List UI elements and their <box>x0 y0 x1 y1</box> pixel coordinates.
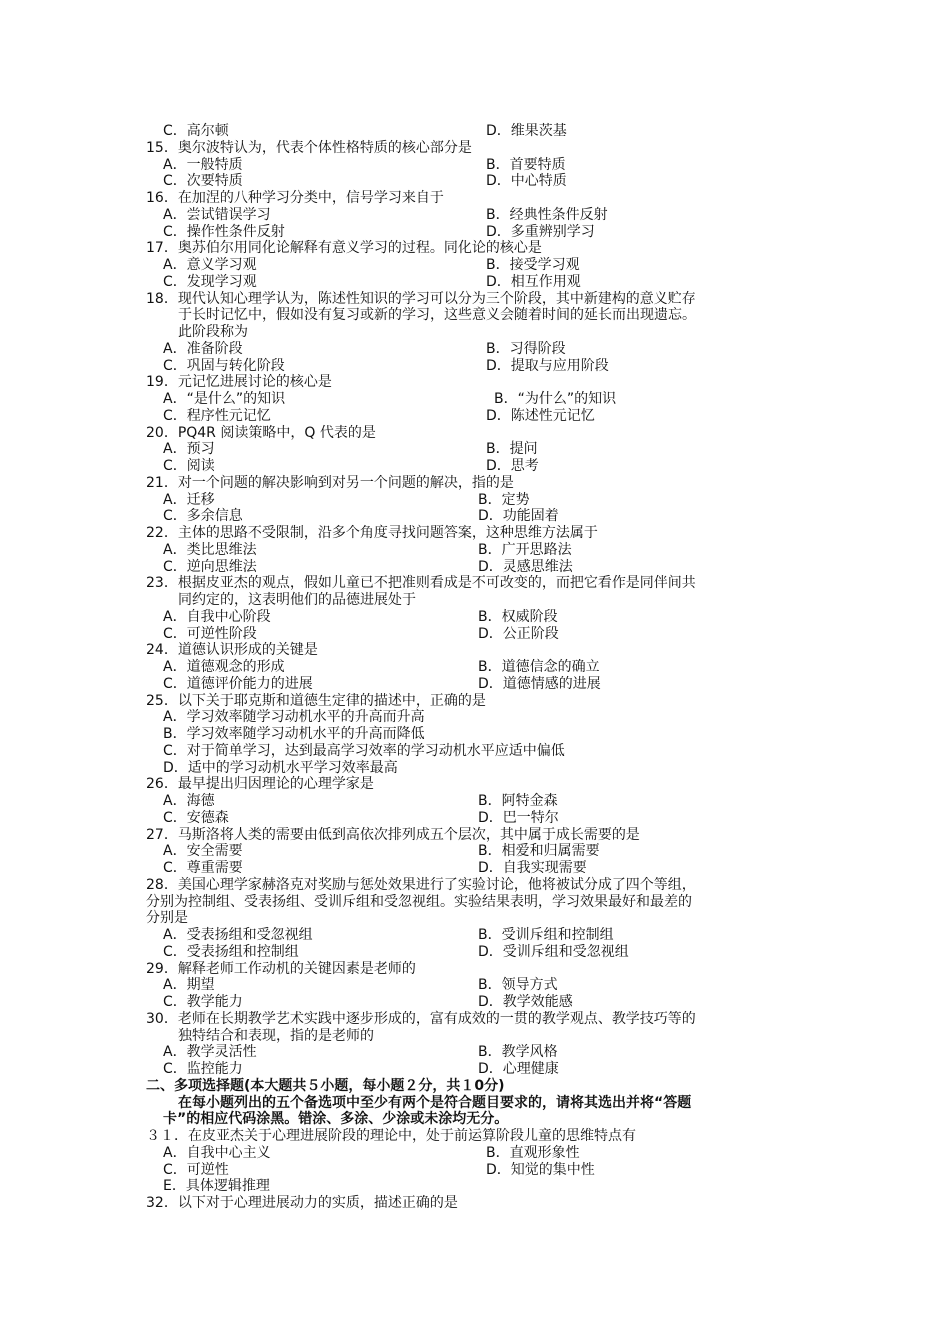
option-row <box>0 358 950 375</box>
option-right: B．“为什么”的知识 <box>494 391 617 407</box>
option-left: A．预习 <box>163 441 215 458</box>
option-row <box>0 944 950 961</box>
option-row <box>0 860 950 877</box>
option-row <box>0 341 950 358</box>
question-stem: 17．奥苏伯尔用同化论解释有意义学习的过程。同化论的核心是 <box>146 240 542 257</box>
question-continuation: 此阶段称为 <box>178 324 248 340</box>
section-instructions: 卡”的相应代码涂黑。错涂、多涂、少涂或未涂均无分。 <box>163 1111 509 1128</box>
question-stem: 23．根据皮亚杰的观点，假如儿童已不把准则看成是不可改变的，而把它看作是同伴间共 <box>146 575 696 592</box>
option-right: B．经典性条件反射 <box>486 206 608 223</box>
option-row <box>0 810 950 827</box>
option-left: C．发现学习观 <box>163 273 257 290</box>
question-stem: 16．在加涅的八种学习分类中，信号学习来自于 <box>146 190 444 206</box>
option-row <box>0 927 950 944</box>
question-continuation: 同约定的，这表明他们的品德进展处于 <box>178 592 416 608</box>
option-right: B．提问 <box>486 441 538 458</box>
option-right: D．巴一特尔 <box>478 809 559 826</box>
option-row <box>0 458 950 475</box>
option-row <box>0 224 950 241</box>
option-right: D．灵感思维法 <box>478 558 573 575</box>
option-row <box>0 559 950 576</box>
question-stem: 24．道德认识形成的关键是 <box>146 642 318 659</box>
option-right: D．思考 <box>486 458 539 474</box>
option-left: C．教学能力 <box>163 994 243 1010</box>
option-row <box>0 977 950 994</box>
option-left: C．安德森 <box>163 809 229 826</box>
option-left: C．操作性条件反射 <box>163 223 285 240</box>
exam-page <box>0 123 950 1212</box>
option-row <box>0 257 950 274</box>
option-left: A．准备阶段 <box>163 340 243 357</box>
option-row <box>0 123 950 140</box>
option-row <box>0 843 950 860</box>
question-stem: 26．最早提出归因理论的心理学家是 <box>146 776 374 793</box>
option-row <box>0 274 950 291</box>
option-left: C．程序性元记忆 <box>163 407 271 424</box>
question-stem: 15．奥尔波特认为，代表个体性格特质的核心部分是 <box>146 139 472 156</box>
option-line: C．对于简单学习，达到最高学习效率的学习动机水平应适中偏低 <box>163 742 565 759</box>
option-row <box>0 609 950 626</box>
option-right: D．维果茨基 <box>486 123 567 139</box>
option-right: D．教学效能感 <box>478 994 573 1010</box>
question-stem: 28．美国心理学家赫洛克对奖励与惩处效果进行了实验讨论，他将被试分成了四个等组， <box>146 876 696 893</box>
option-right: B．阿特金森 <box>478 793 558 809</box>
option-left: C．受表扬组和控制组 <box>163 943 299 960</box>
option-left: A．教学灵活性 <box>163 1044 257 1061</box>
section-instructions: 在每小题列出的五个备选项中至少有两个是符合题目要求的，请将其选出并将“答题 <box>178 1094 692 1111</box>
option-left: A．意义学习观 <box>163 257 257 273</box>
option-line: A．学习效率随学习动机水平的升高而升高 <box>163 709 425 726</box>
option-left: C．可逆性阶段 <box>163 625 257 642</box>
option-right: D．功能固着 <box>478 508 559 525</box>
option-left: C．巩固与转化阶段 <box>163 357 285 374</box>
option-right: B．道德信念的确立 <box>478 659 600 675</box>
option-left: A．期望 <box>163 977 215 994</box>
option-line: E．具体逻辑推理 <box>163 1178 270 1195</box>
option-right: D．受训斥组和受忽视组 <box>478 943 629 960</box>
option-row <box>0 542 950 559</box>
question-stem: 27．马斯洛将人类的需要由低到高依次排列成五个层次，其中属于成长需要的是 <box>146 826 640 843</box>
question-stem: 32．以下对于心理进展动力的实质，描述正确的是 <box>146 1195 458 1211</box>
option-left: C．高尔顿 <box>163 123 229 139</box>
option-row <box>0 1145 950 1162</box>
option-row <box>0 1061 950 1078</box>
option-left: C．逆向思维法 <box>163 558 257 575</box>
option-row <box>0 157 950 174</box>
option-left: A．迁移 <box>163 491 215 508</box>
question-stem: 25．以下关于耶克斯和道德生定律的描述中，正确的是 <box>146 692 486 709</box>
option-row <box>0 492 950 509</box>
option-left: C．监控能力 <box>163 1061 243 1077</box>
option-row <box>0 1044 950 1061</box>
option-row <box>0 1162 950 1179</box>
question-stem: 29．解释老师工作动机的关键因素是老师的 <box>146 960 416 977</box>
option-row <box>0 207 950 224</box>
option-line: D．适中的学习动机水平学习效率最高 <box>163 759 398 776</box>
option-right: D．多重辨别学习 <box>486 223 595 240</box>
section-heading: 二、多项选择题(本大题共５小题，每小题２分，共１0分) <box>146 1077 505 1094</box>
option-row <box>0 793 950 810</box>
option-right: D．道德情感的进展 <box>478 675 601 692</box>
option-right: B．教学风格 <box>478 1044 558 1061</box>
option-right: D．公正阶段 <box>478 625 559 642</box>
option-right: D．自我实现需要 <box>478 860 587 876</box>
option-row <box>0 676 950 693</box>
option-right: B．相爱和归属需要 <box>478 843 600 860</box>
question-stem: 21．对一个问题的解决影响到对另一个问题的解决，指的是 <box>146 474 514 491</box>
option-left: C．阅读 <box>163 458 215 474</box>
question-stem: 22．主体的思路不受限制，沿多个角度寻找问题答案，这种思维方法属于 <box>146 525 598 541</box>
option-left: A．自我中心主义 <box>163 1144 271 1161</box>
option-left: A．类比思维法 <box>163 541 257 558</box>
question-continuation: 独特结合和表现，指的是老师的 <box>178 1027 374 1044</box>
question-continuation: 于长时记忆中，假如没有复习或新的学习，这些意义会随着时间的延长而出现遗忘。 <box>178 307 696 324</box>
option-row <box>0 508 950 525</box>
option-left: A．“是什么”的知识 <box>163 391 286 407</box>
option-row <box>0 659 950 676</box>
option-left: C．尊重需要 <box>163 860 243 876</box>
option-right: B．首要特质 <box>486 156 566 173</box>
question-stem: 19．元记忆进展讨论的核心是 <box>146 374 332 391</box>
option-left: A．海德 <box>163 793 215 809</box>
option-left: A．道德观念的形成 <box>163 659 285 675</box>
option-row <box>0 408 950 425</box>
option-right: B．习得阶段 <box>486 340 566 357</box>
option-right: D．知觉的集中性 <box>486 1161 595 1178</box>
option-left: A．安全需要 <box>163 843 243 860</box>
option-right: D．相互作用观 <box>486 273 581 290</box>
option-left: C．可逆性 <box>163 1161 229 1178</box>
option-row <box>0 994 950 1011</box>
option-row <box>0 441 950 458</box>
option-row <box>0 626 950 643</box>
option-left: C．道德评价能力的进展 <box>163 675 313 692</box>
question-stem: ３１．在皮亚杰关于心理进展阶段的理论中，处于前运算阶段儿童的思维特点有 <box>146 1128 636 1144</box>
question-stem: 20．PQ4R 阅读策略中，Q 代表的是 <box>146 424 376 441</box>
question-stem: 30．老师在长期教学艺术实践中逐步形成的，富有成效的一贯的教学观点、教学技巧等的 <box>146 1010 696 1027</box>
option-line: B．学习效率随学习动机水平的升高而降低 <box>163 726 425 742</box>
option-right: B．直观形象性 <box>486 1144 580 1161</box>
option-right: D．提取与应用阶段 <box>486 357 609 374</box>
option-right: D．陈述性元记忆 <box>486 407 595 424</box>
option-left: A．尝试错误学习 <box>163 206 271 223</box>
option-left: C．多余信息 <box>163 508 243 525</box>
option-left: A．自我中心阶段 <box>163 608 271 625</box>
question-continuation: 分别为控制组、受表扬组、受训斥组和受忽视组。实验结果表明，学习效果最好和最差的 <box>146 893 692 910</box>
option-right: B．接受学习观 <box>486 257 580 273</box>
option-row <box>0 391 950 408</box>
option-left: C．次要特质 <box>163 173 243 190</box>
question-continuation: 分别是 <box>146 910 188 927</box>
option-right: B．领导方式 <box>478 977 558 994</box>
option-right: B．受训斥组和控制组 <box>478 927 614 943</box>
question-stem: 18．现代认知心理学认为，陈述性知识的学习可以分为三个阶段，其中新建构的意义贮存 <box>146 290 696 307</box>
option-left: A．一般特质 <box>163 156 243 173</box>
option-right: D．中心特质 <box>486 173 567 190</box>
option-right: B．权威阶段 <box>478 608 558 625</box>
option-right: B．广开思路法 <box>478 541 572 558</box>
option-right: B．定势 <box>478 491 530 508</box>
option-left: A．受表扬组和受忽视组 <box>163 927 313 943</box>
option-row <box>0 173 950 190</box>
option-right: D．心理健康 <box>478 1061 559 1077</box>
